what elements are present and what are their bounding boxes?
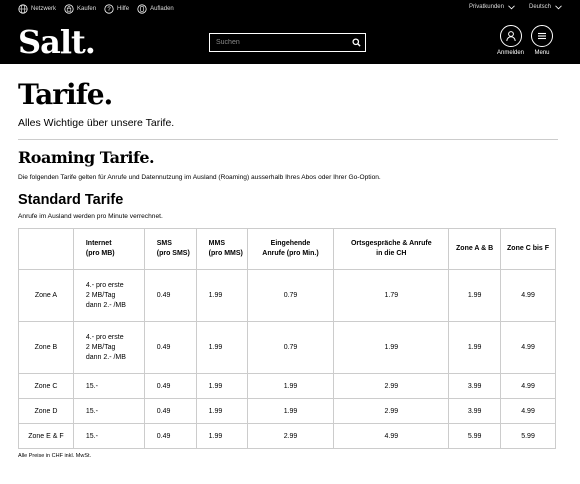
salt-logo[interactable]: Salt. — [18, 23, 95, 61]
table-cell: 0.49 — [144, 424, 196, 449]
chevron-down-icon — [508, 5, 515, 10]
table-cell: 1.99 — [449, 322, 501, 374]
table-cell: 1.99 — [196, 399, 247, 424]
table-cell: 15.- — [73, 399, 144, 424]
table-cell: 5.99 — [501, 424, 556, 449]
table-cell: 4.- pro erste 2 MB/Tag dann 2.- /MB — [73, 322, 144, 374]
top-link-label: Hilfe — [117, 6, 130, 12]
table-row — [19, 424, 556, 449]
language-dropdown[interactable] — [529, 4, 562, 10]
table-cell: 4.99 — [501, 374, 556, 399]
table-cell: 1.99 — [334, 322, 449, 374]
top-link-label: Netzwerk — [31, 6, 57, 12]
table-header: Ortsgespräche & Anrufe in die CH — [334, 229, 449, 270]
top-link-label: Aufladen — [150, 6, 174, 12]
table-header-row — [19, 229, 556, 270]
language-label: Deutsch — [528, 4, 551, 10]
top-link-label: Kaufen — [77, 6, 97, 12]
account-label: Anmelden — [497, 50, 525, 56]
table-cell: Zone D — [19, 399, 74, 424]
table-cell: 15.- — [73, 374, 144, 399]
table-cell: 0.49 — [144, 374, 196, 399]
table-cell: 4.- pro erste 2 MB/Tag dann 2.- /MB — [73, 270, 144, 322]
table-row — [19, 270, 556, 322]
table-cell: 1.99 — [449, 270, 501, 322]
account-circle — [500, 25, 522, 47]
top-link-netzwerk[interactable] — [18, 4, 56, 14]
help-icon — [104, 4, 114, 14]
table-header: Zone C bis F — [501, 229, 556, 270]
table-header — [19, 229, 74, 270]
phone-icon — [137, 4, 147, 14]
segment-dropdown[interactable] — [469, 4, 515, 10]
table-cell: Zone B — [19, 322, 74, 374]
table-cell: 2.99 — [334, 399, 449, 424]
table-header: SMS (pro SMS) — [144, 229, 196, 270]
top-right — [469, 4, 562, 10]
table-cell: 1.99 — [247, 374, 334, 399]
chevron-down-icon — [555, 5, 562, 10]
table-cell: 0.79 — [247, 322, 334, 374]
section-description: Die folgenden Tarife gelten für Anrufe und Datennutzung im Ausland (Roaming) ausserhalb Ihres Abos oder Ihrer Go-Option. — [18, 174, 381, 181]
page-title: Tarife. — [18, 78, 113, 111]
table-cell: 5.99 — [449, 424, 501, 449]
table-cell: 0.49 — [144, 399, 196, 424]
top-link-aufladen[interactable] — [137, 4, 174, 14]
table-cell: Zone C — [19, 374, 74, 399]
table-cell: 3.99 — [449, 374, 501, 399]
table-cell: Zone A — [19, 270, 74, 322]
top-links — [18, 4, 174, 14]
table-cell: 1.99 — [196, 374, 247, 399]
table-header: Zone A & B — [449, 229, 501, 270]
user-icon — [505, 30, 517, 42]
table-cell: 1.99 — [196, 424, 247, 449]
svg-text:?: ? — [107, 7, 111, 14]
table-cell: 2.99 — [247, 424, 334, 449]
table-row — [19, 374, 556, 399]
divider — [18, 139, 558, 140]
subsection-description: Anrufe im Ausland werden pro Minute verrechnet. — [18, 213, 163, 220]
segment-label: Privatkunden — [468, 4, 504, 10]
table-cell: 1.99 — [196, 322, 247, 374]
table-cell: 4.99 — [501, 399, 556, 424]
search-icon — [352, 38, 361, 47]
search-button[interactable] — [347, 34, 365, 51]
menu-button[interactable] — [531, 25, 553, 56]
table-cell: 1.99 — [247, 399, 334, 424]
table-cell: 4.99 — [501, 322, 556, 374]
table-cell: 1.99 — [196, 270, 247, 322]
table-cell: Zone E & F — [19, 424, 74, 449]
table-cell: 0.49 — [144, 322, 196, 374]
table-cell: 3.99 — [449, 399, 501, 424]
tariff-table — [18, 228, 556, 449]
table-cell: 15.- — [73, 424, 144, 449]
site-header — [0, 0, 580, 64]
menu-circle — [531, 25, 553, 47]
table-header: Eingehende Anrufe (pro Min.) — [247, 229, 334, 270]
page-subtitle: Alles Wichtige über unsere Tarife. — [18, 117, 175, 129]
account-button[interactable] — [497, 25, 524, 56]
subsection-title: Standard Tarife — [18, 192, 124, 208]
bag-icon — [64, 4, 74, 14]
menu-label: Menu — [534, 50, 550, 56]
hamburger-icon — [536, 30, 548, 42]
globe-icon — [18, 4, 28, 14]
search-input[interactable] — [210, 39, 347, 46]
search-box — [209, 33, 366, 52]
top-bar — [0, 0, 580, 20]
top-link-hilfe[interactable] — [104, 4, 129, 14]
table-cell: 0.49 — [144, 270, 196, 322]
table-cell: 2.99 — [334, 374, 449, 399]
table-row — [19, 399, 556, 424]
table-header: MMS (pro MMS) — [196, 229, 247, 270]
footnote: Alle Preise in CHF inkl. MwSt. — [18, 453, 92, 459]
table-cell: 4.99 — [501, 270, 556, 322]
top-link-kaufen[interactable] — [64, 4, 96, 14]
table-cell: 0.79 — [247, 270, 334, 322]
table-cell: 4.99 — [334, 424, 449, 449]
table-row — [19, 322, 556, 374]
table-cell: 1.79 — [334, 270, 449, 322]
table-header: Internet (pro MB) — [73, 229, 144, 270]
section-title: Roaming Tarife. — [18, 148, 155, 167]
